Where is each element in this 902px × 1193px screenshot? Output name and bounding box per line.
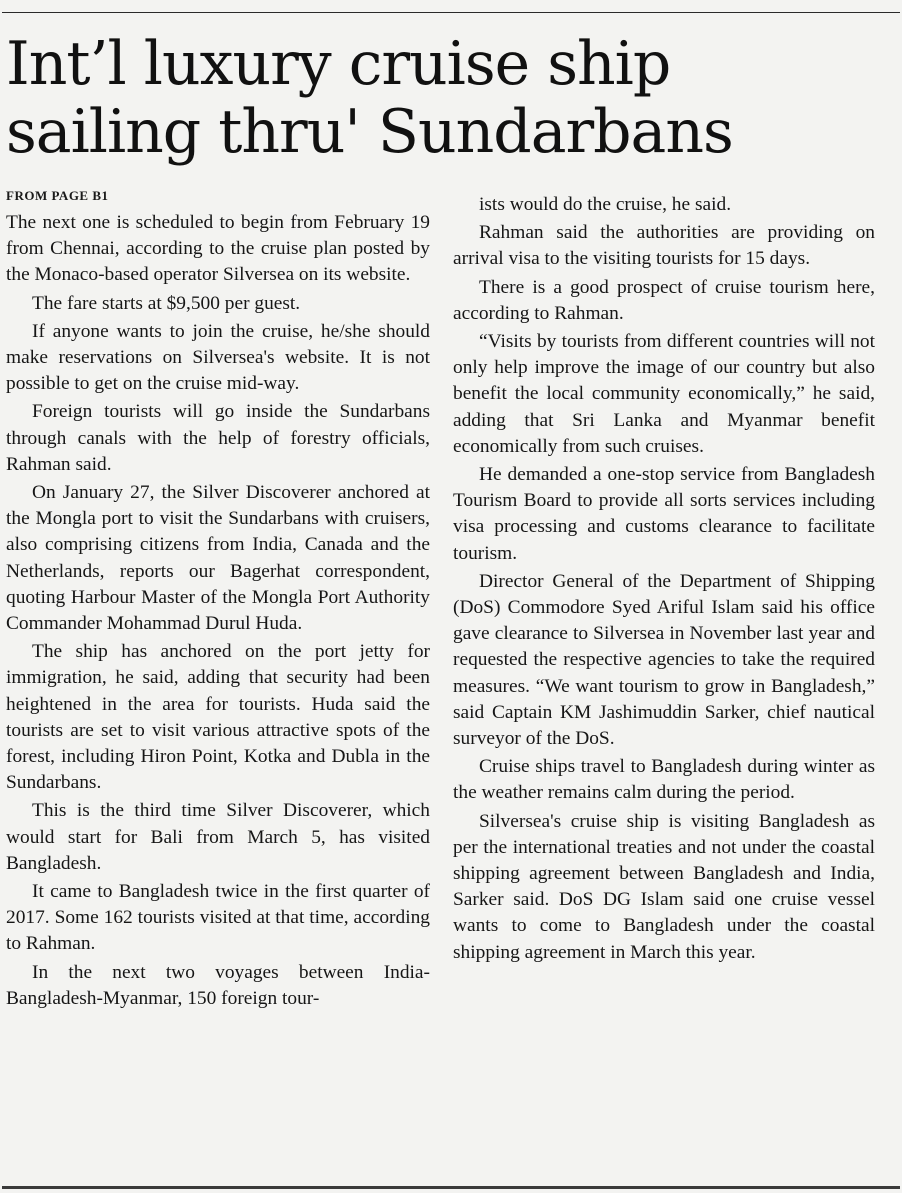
paragraph: The next one is scheduled to begin from February 19 from Chennai, according to the cruise plan posted by the Monaco-based operator Silversea on its website.	[6, 212, 430, 286]
continuation-kicker: FROM PAGE B1	[6, 188, 109, 203]
headline-line-1: Int’l luxury cruise ship	[6, 29, 671, 99]
paragraph: On January 27, the Silver Discoverer anchored at the Mongla port to visit the Sundarbans with cruisers, also comprising citizens from India, Canada and the Netherlands, reports our Bagerhat correspondent, quoting Harbour Master of the Mongla Port Authority Commander Mohammad Durul Huda.	[6, 482, 430, 635]
paragraph: “Visits by tourists from different countries will not only help improve the image of our country but also benefit the local community economically,” he said, adding that Sri Lanka and Myanmar benefit economically from such cruises.	[453, 331, 875, 457]
paragraph: There is a good prospect of cruise tourism here, according to Rahman.	[453, 276, 875, 324]
headline	[6, 30, 886, 166]
paragraph: Foreign tourists will go inside the Sundarbans through canals with the help of forestry officials, Rahman said.	[6, 401, 430, 475]
paragraph: ists would do the cruise, he said.	[479, 194, 732, 215]
paragraph: The ship has anchored on the port jetty for immigration, he said, adding that security had been heightened in the area for tourists. Huda said the tourists are set to visit various attractive spots of the forest, including Hiron Point, Kotka and Dubla in the Sundarbans.	[6, 641, 430, 794]
paragraph: In the next two voyages between India-Bangladesh-Myanmar, 150 foreign tour-	[6, 961, 430, 1009]
paragraph: Silversea's cruise ship is visiting Bangladesh as per the international treaties and not under the coastal shipping agreement between Bangladesh and India, Sarker said. DoS DG Islam said one cruise vessel wants to come to Bangladesh under the coastal shipping agreement in March this year.	[453, 810, 875, 963]
paragraph: Cruise ships travel to Bangladesh during winter as the weather remains calm during the period.	[453, 756, 875, 804]
paragraph: The fare starts at $9,500 per guest.	[32, 292, 301, 314]
top-rule	[2, 12, 900, 13]
right-column	[453, 192, 875, 968]
bottom-rule	[2, 1186, 900, 1189]
paragraph: He demanded a one-stop service from Bangladesh Tourism Board to provide all sorts services including visa processing and customs clearance to facilitate tourism.	[453, 464, 875, 564]
left-column	[6, 210, 430, 1014]
paragraph: Director General of the Department of Shipping (DoS) Commodore Syed Ariful Islam said his office gave clearance to Silversea in November last year and requested the respective agencies to take the required measures. “We want tourism to grow in Bangladesh,” said Captain KM Jashimuddin Sarker, chief nautical surveyor of the DoS.	[453, 570, 875, 750]
paragraph: It came to Bangladesh twice in the first quarter of 2017. Some 162 tourists visited at that time, according to Rahman.	[6, 881, 430, 955]
paragraph: If anyone wants to join the cruise, he/she should make reservations on Silversea's website. It is not possible to get on the cruise mid-way.	[6, 320, 430, 395]
paragraph: This is the third time Silver Discoverer, which would start for Bali from March 5, has visited Bangladesh.	[6, 800, 430, 874]
paragraph: Rahman said the authorities are providing on arrival visa to the visiting tourists for 15 days.	[453, 222, 875, 270]
headline-line-2: sailing thru' Sundarbans	[6, 97, 733, 167]
